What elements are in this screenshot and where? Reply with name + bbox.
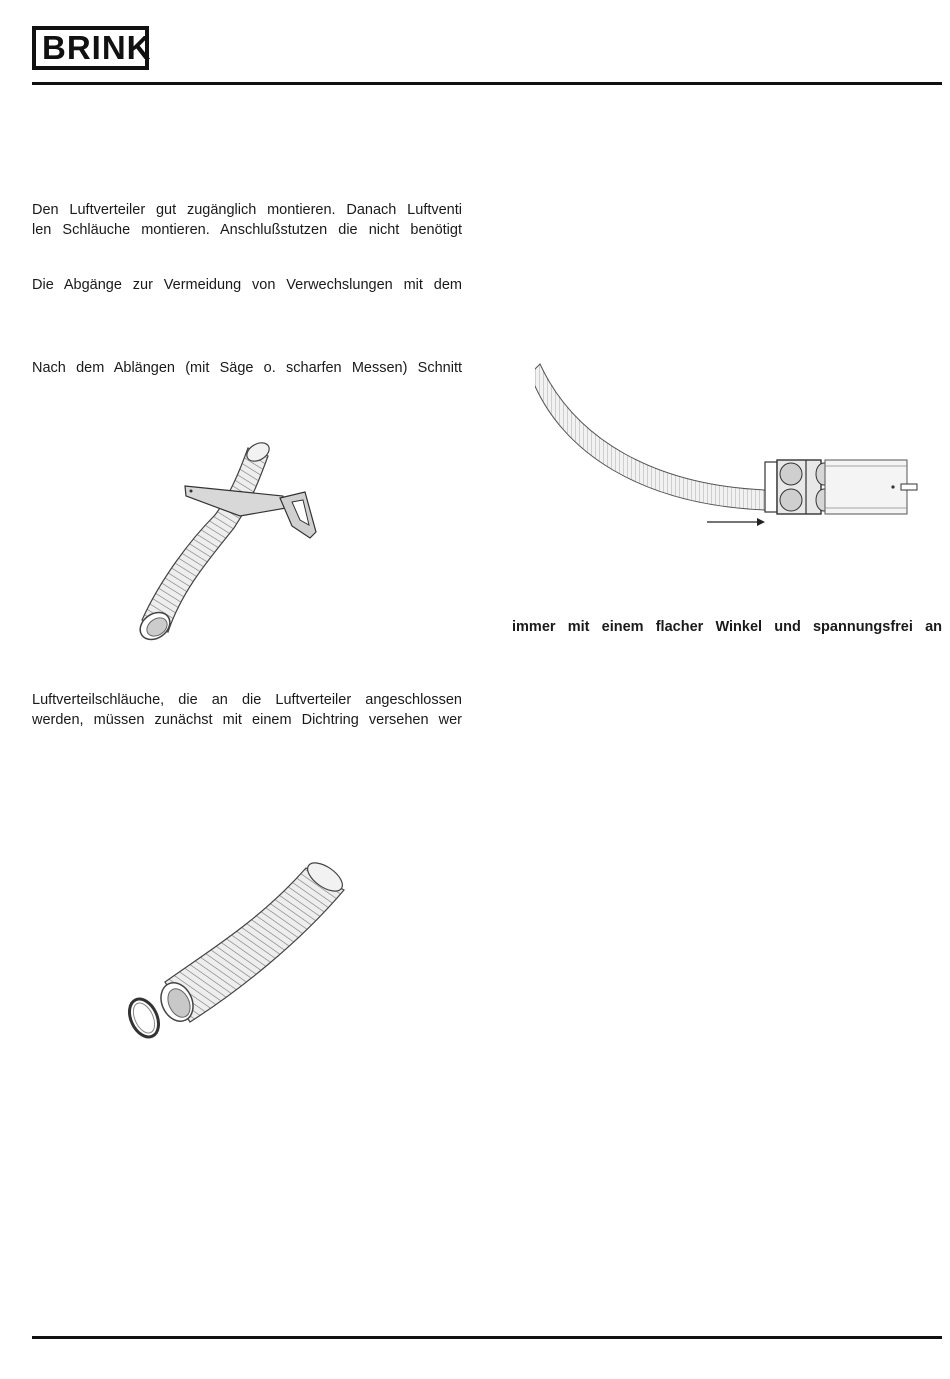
- header-rule: [32, 82, 942, 85]
- paragraph-1-line-2: len Schläuche montieren. Anschlußstutzen die nicht benötigt: [32, 222, 462, 238]
- logo-text: BRINK: [42, 29, 152, 66]
- paragraph-4-line-2: werden, müssen zunächst mit einem Dichtring versehen wer: [32, 712, 462, 728]
- paragraph-1-line-1: Den Luftverteiler gut zugänglich montieren. Danach Luftventi: [32, 202, 462, 218]
- footer-rule: [32, 1336, 942, 1339]
- hose-to-distributor-illustration: [535, 350, 925, 540]
- paragraph-3: Nach dem Ablängen (mit Säge o. scharfen Messen) Schnitt: [32, 360, 462, 376]
- figure-caption: immer mit einem flacher Winkel und spannungsfrei an: [512, 619, 942, 635]
- paragraph-2: Die Abgänge zur Vermeidung von Verwechslungen mit dem: [32, 277, 462, 293]
- hose-with-saw-illustration: [120, 430, 350, 650]
- hose-with-sealing-ring-illustration: [120, 850, 360, 1050]
- brink-logo: [32, 26, 178, 76]
- paragraph-4-line-1: Luftverteilschläuche, die an die Luftverteiler angeschlossen: [32, 692, 462, 708]
